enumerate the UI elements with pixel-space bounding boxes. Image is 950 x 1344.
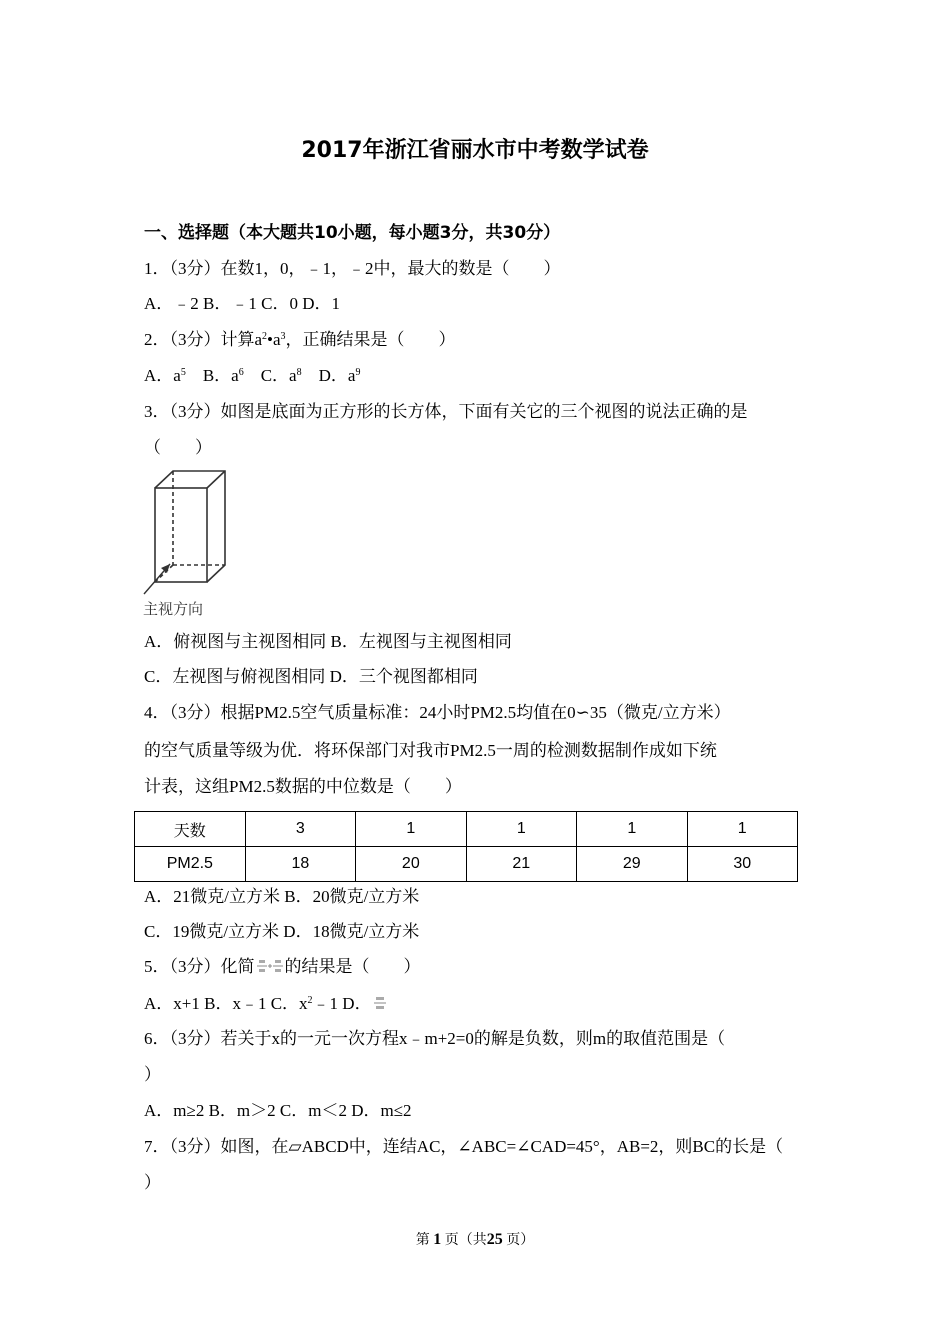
table-cell: 天数 (135, 812, 246, 847)
table-row (135, 847, 798, 882)
table-cell: PM2.5 (135, 847, 246, 882)
q6-stem: 6．（3分）若关于x的一元一次方程x﹣m+2=0的解是负数，则m的取值范围是（ (144, 1029, 726, 1048)
q2-options: A．$a^5$ B．$a^6$ C．$a^8$ D．$a^9$ (144, 366, 361, 385)
q4-stem-2: 的空气质量等级为优．将环保部门对我市PM2.5一周的检测数据制作成如下统 (144, 741, 717, 760)
q6-options: A．m≥2 B．m＞2 C．m＜2 D．m≤2 (144, 1101, 412, 1120)
page-title: 2017年浙江省丽水市中考数学试卷 (301, 138, 649, 163)
q7-stem-cont: ） (144, 1173, 161, 1192)
table-cell: 1 (577, 812, 687, 847)
q4-stem-3: 计表，这组PM2.5数据的中位数是（ ） (144, 777, 462, 796)
q1-stem: 1．（3分）在数1，0，﹣1，﹣2中，最大的数是（ ） (144, 259, 561, 278)
table-cell: 1 (687, 812, 798, 847)
q3-options-ab: A．俯视图与主视图相同 B．左视图与主视图相同 (144, 632, 512, 651)
q6-stem-cont: ） (144, 1065, 161, 1084)
q5-stem: 5．（3分）化简 的结果是（ ） (144, 957, 421, 976)
table-cell: 30 (687, 847, 798, 882)
q3-stem-cont: （ ） (144, 438, 212, 457)
table-cell: 21 (466, 847, 576, 882)
q3-options-cd: C．左视图与俯视图相同 D．三个视图都相同 (144, 667, 478, 686)
cuboid-figure (140, 466, 240, 596)
figure-label: 主视方向 (143, 600, 204, 618)
q2-stem: 2．（3分）计算$a^2•a^3$，正确结果是（ ） (144, 330, 456, 349)
q1-options: A．﹣2 B．﹣1 C．0 D．1 (144, 294, 340, 313)
q3-stem: 3．（3分）如图是底面为正方形的长方体，下面有关它的三个视图的说法正确的是 (144, 402, 748, 421)
fraction-option-image (372, 995, 388, 1011)
table-cell: 18 (245, 847, 355, 882)
table-cell: 1 (466, 812, 576, 847)
q5-options: A．x+1 B．x﹣1 C．$x^2﹣1$ D． (144, 992, 388, 1016)
q4-options-cd: C．19微克/立方米 D．18微克/立方米 (144, 922, 420, 941)
q4-options-ab: A．21微克/立方米 B．20微克/立方米 (144, 887, 420, 906)
table-cell: 3 (245, 812, 355, 847)
table-cell: 1 (356, 812, 466, 847)
table-cell: 20 (356, 847, 466, 882)
pm25-table (134, 811, 798, 882)
fraction-expression-image (255, 958, 285, 974)
view-direction-arrow (144, 564, 170, 594)
table-row (135, 812, 798, 847)
q7-stem: 7．（3分）如图，在▱ABCD中，连结AC，∠ABC=∠CAD=45°，AB=2，则BC的长是（ (144, 1137, 784, 1156)
table-cell: 29 (577, 847, 687, 882)
q4-stem-1: 4．（3分）根据PM2.5空气质量标准：24小时PM2.5均值在0∽35（微克/立方米） (144, 703, 731, 722)
page-footer: 第 1 页（共25 页） (415, 1231, 535, 1248)
section-heading: 一、选择题（本大题共10小题，每小题3分，共30分） (144, 223, 561, 243)
